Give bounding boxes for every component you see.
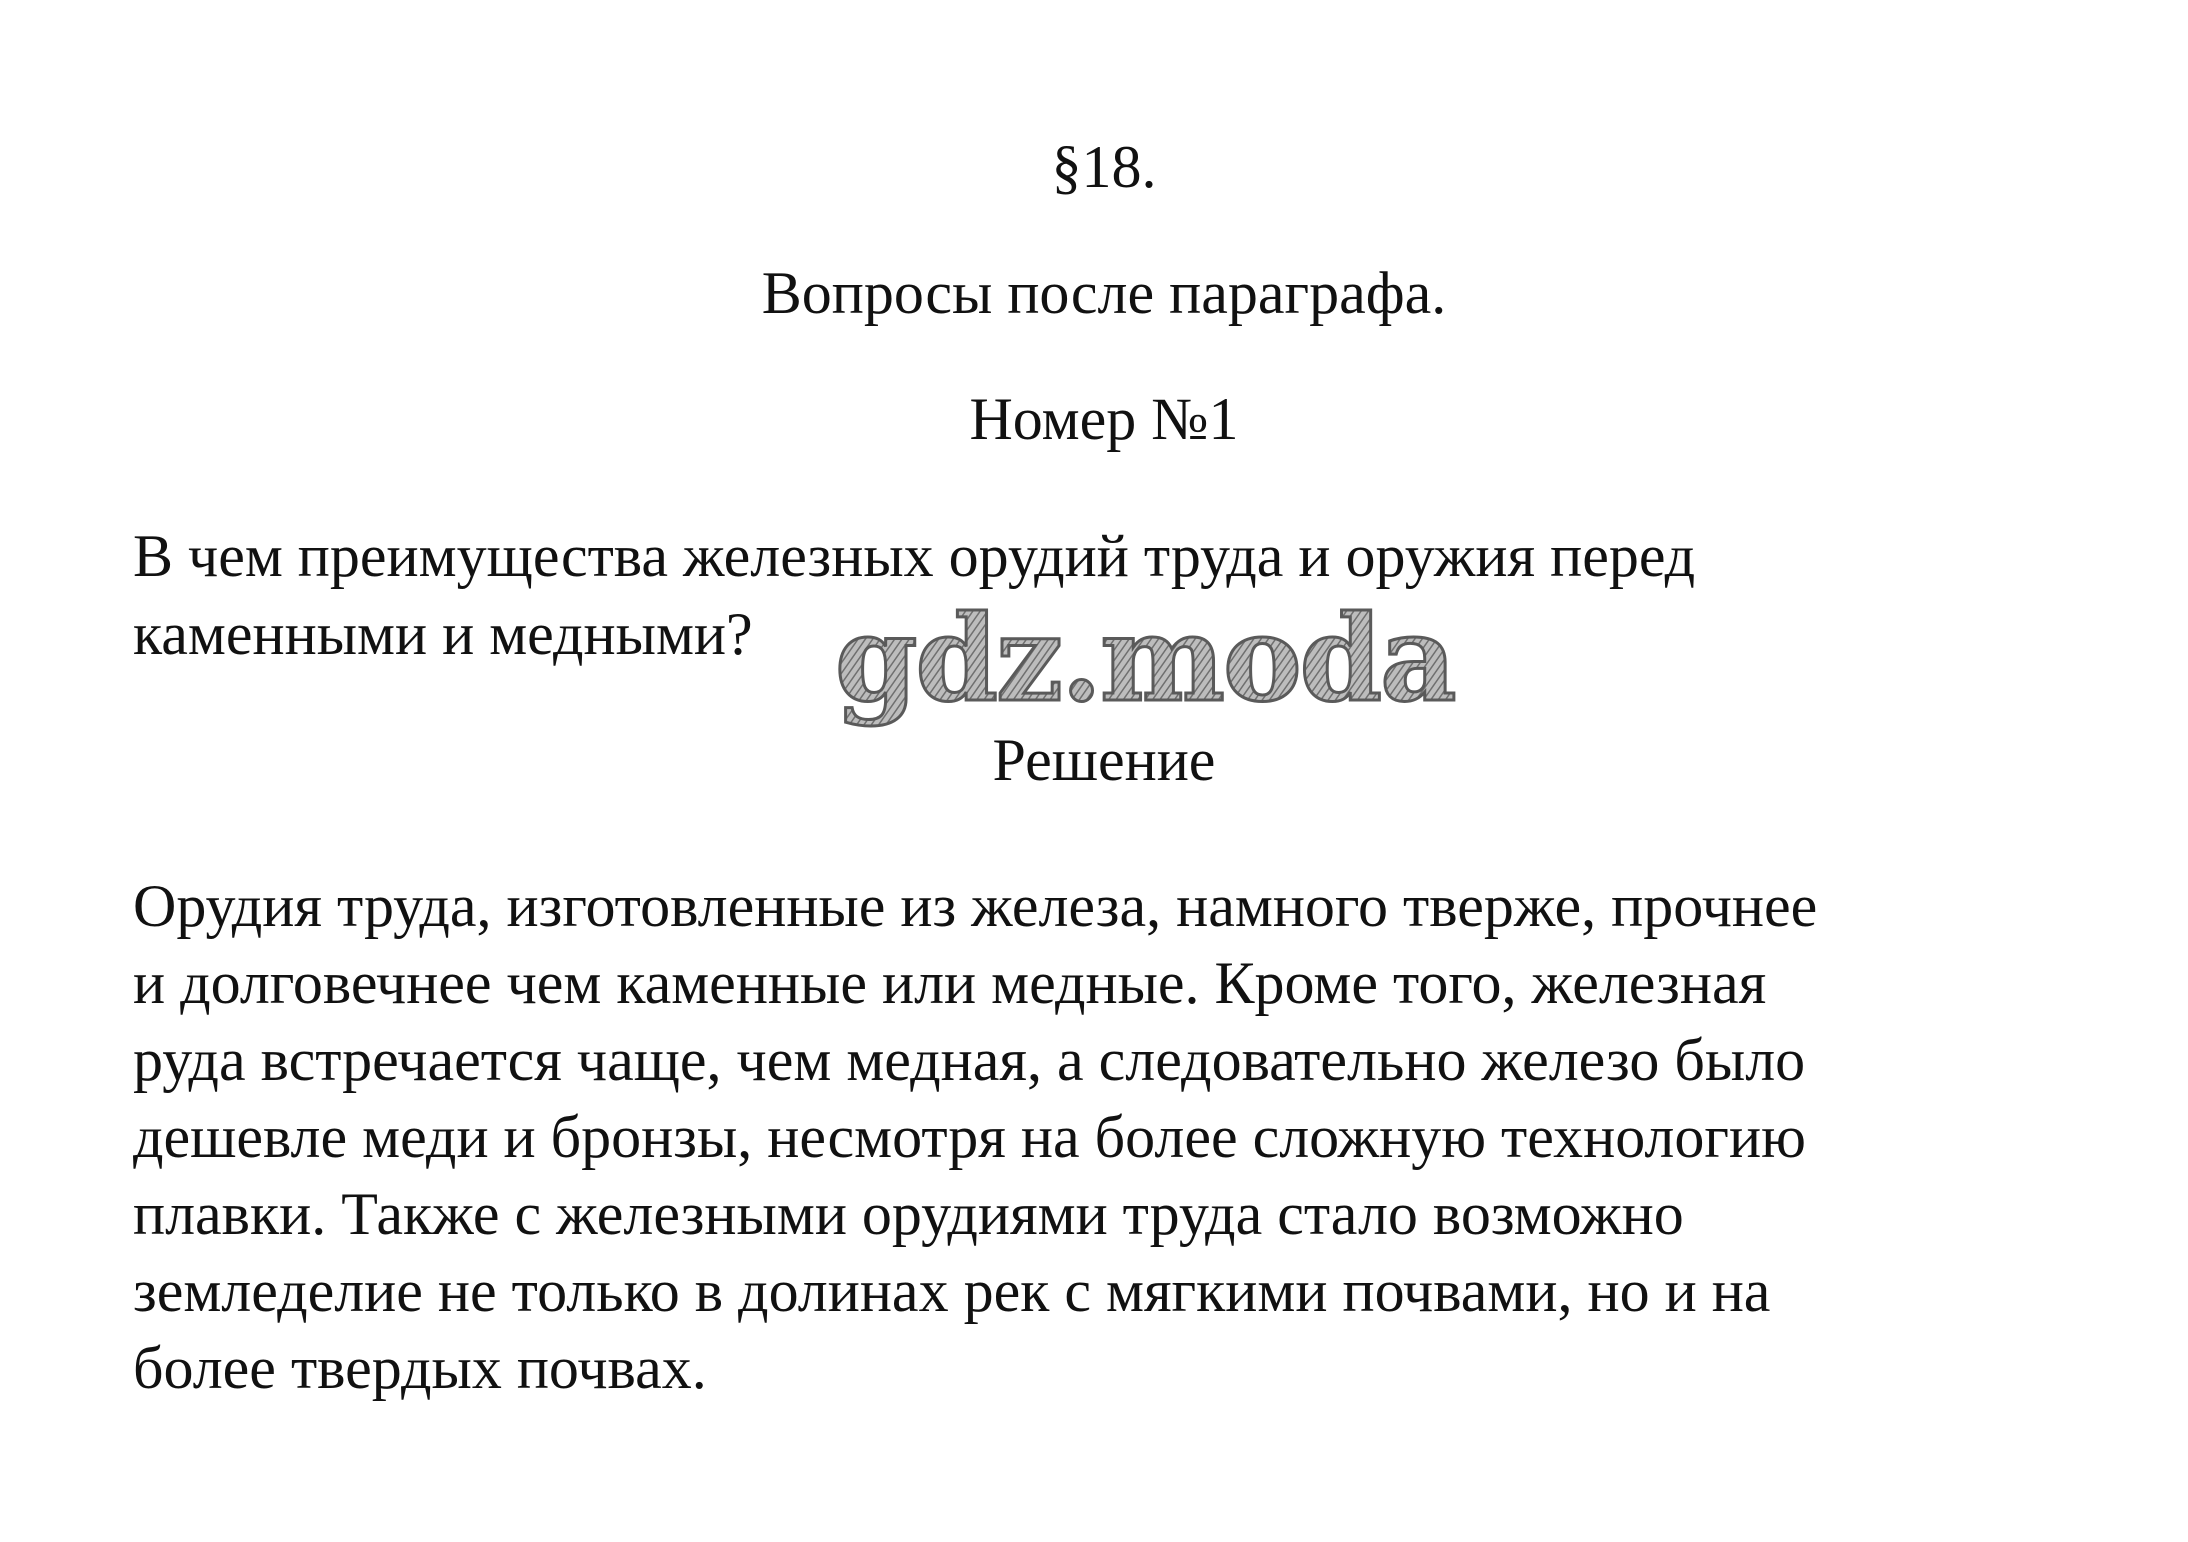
answer-line: руда встречается чаще, чем медная, а следовательно железо было [133, 1027, 1806, 1093]
answer-line: земледелие не только в долинах рек с мягкими почвами, но и на [133, 1258, 1771, 1324]
answer-line: Орудия труда, изготовленные из железа, намного тверже, прочнее [133, 873, 1818, 939]
solution-heading: Решение [992, 727, 1216, 793]
answer-line: более твердых почвах. [133, 1335, 707, 1401]
answer-line: и долговечнее чем каменные или медные. Кроме того, железная [133, 950, 1767, 1016]
answer-line: плавки. Также с железными орудиями труда стало возможно [133, 1181, 1684, 1247]
answer-line: дешевле меди и бронзы, несмотря на более сложную технологию [133, 1104, 1806, 1170]
question-line: каменными и медными? [133, 601, 753, 667]
question-line: В чем преимущества железных орудий труда и оружия перед [133, 523, 1696, 589]
page-subtitle: Вопросы после параграфа. [761, 260, 1447, 326]
answer-text [133, 868, 2133, 1407]
task-number: Номер №1 [969, 386, 1239, 452]
section-title: §18. [1051, 134, 1157, 200]
watermark-text: gdz.moda [835, 589, 1455, 728]
question-text [133, 517, 2093, 673]
